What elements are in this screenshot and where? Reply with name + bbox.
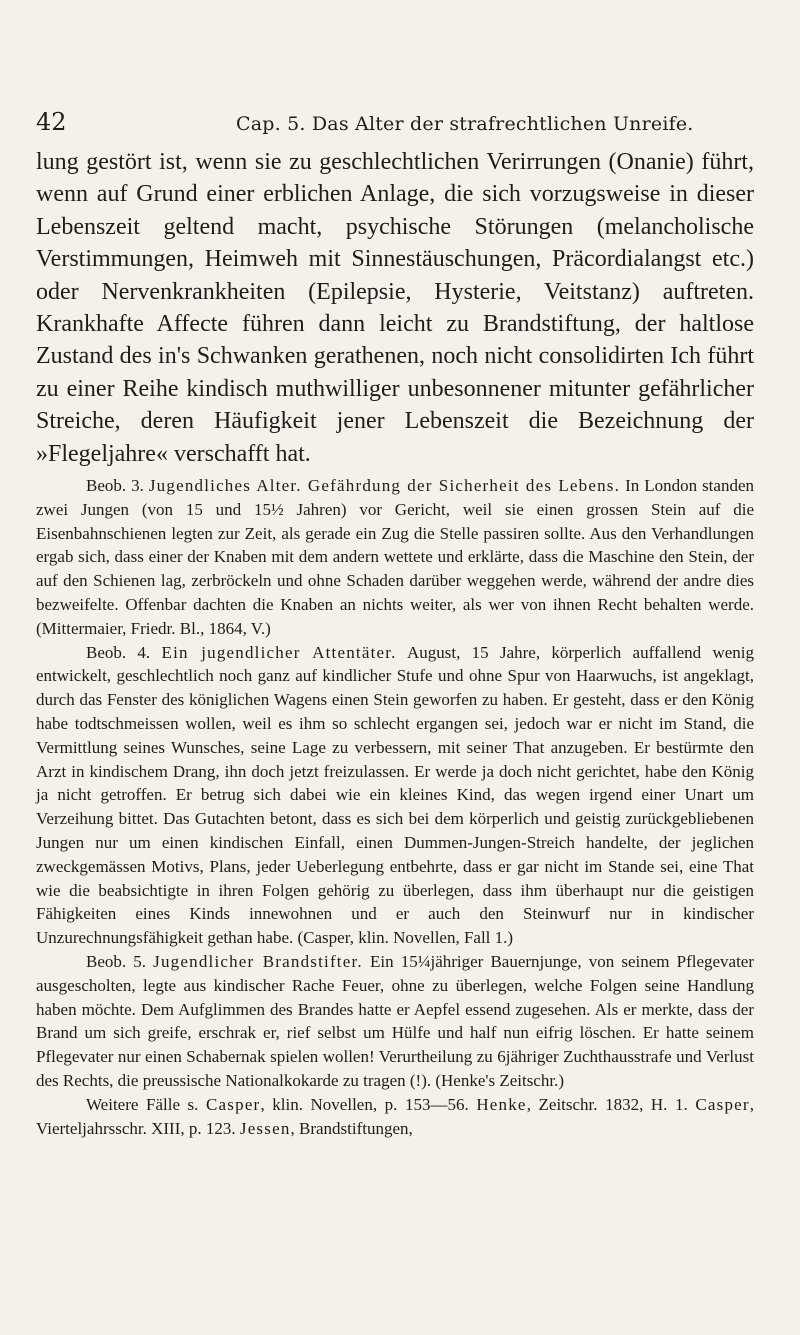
reference-author: Jessen [239,1118,291,1138]
observation-text: In London standen zwei Jungen (von 15 und 15½ Jahren) vor Gericht, weil sie einen grossen Stein auf die Eisenbahnschienen legten zur Zeit, als gerade ein Zug die Stelle passiren sollte. Aus den Verhandlungen ergab sich, dass einer der Knaben mit dem andern wettete und erklärte, dass die Maschine den Stein, der auf den Schienen lag, zerbröckeln und ohne Schaden darüber weggehen werde, während der andre dies bezweifelte. Offenbar dachten die Knaben an nichts weiter, als wer von ihnen Recht behalten werde. (Mittermaier, Friedr. Bl., 1864, V.) [36,476,754,638]
page-header [36,0,754,138]
observation-title: Jugendlicher Brandstifter. [153,952,363,971]
observation-5 [36,950,754,1093]
main-paragraph: lung gestört ist, wenn sie zu geschlechtlichen Verirrungen (Onanie) führt, wenn auf Grund einer erblichen Anlage, die sich vorzugsweise in dieser Lebenszeit geltend macht, psychische Störungen (melancholische Verstimmungen, Heimweh mit Sinnestäuschungen, Präcordialangst etc.) oder Nervenkrankheiten (Epilepsie, Hysterie, Veitstanz) auftreten. Krankhafte Affecte führen dann leicht zu Brandstiftung, der haltlose Zustand des in's Schwanken gerathenen, noch nicht consolidirten Ich führt zu einer Reihe kindisch muthwilliger unbesonnener mitunter gefährlicher Streiche, deren Häufigkeit jener Lebenszeit die Bezeichnung der »Flegeljahre« verschafft hat. [36,149,754,467]
observation-label: Beob. 3. [86,476,144,496]
references-intro: Weitere Fälle s. [86,1094,199,1114]
reference-author: Casper [695,1094,750,1114]
observation-text: Ein 15¼jähriger Bauernjunge, von seinem Pflegevater ausgescholten, legte aus kindischer Rache Feuer, ohne zu überlegen, welche Folgen seine Handlung haben möchte. Dem Aufglimmen des Brandes hatte er Aepfel essend zugesehen. Als er merkte, dass der Brand um sich greife, erschrak er, rief selbst um Hülfe und half nun eifrig löschen. Er hatte seinem Pflegevater nur einen Schabernak spielen wollen! Verurtheilung zu 6jähriger Zuchthausstrafe und Verlust des Rechts, die preussische Nationalkokarde zu tragen (!). (Henke's Zeitschr.) [36,952,755,1090]
page-number: 42 [36,108,67,136]
reference-text: , klin. Novellen, p. 153—56. [260,1094,469,1114]
page-body [36,146,754,1140]
observation-label: Beob. 5. [86,952,147,971]
observation-4 [36,641,754,950]
reference-text: , Brandstiftungen, [290,1118,413,1138]
running-head: Cap. 5. Das Alter der strafrechtlichen Unreife. [236,113,694,135]
reference-text: , Vierteljahrsschr. XIII, p. 123. [36,1094,755,1138]
observation-text: August, 15 Jahre, körperlich auffallend wenig entwickelt, geschlechtlich noch ganz auf kindlicher Stufe und ohne Spur von Haarwuchs, ist angeklagt, durch das Fenster des königlichen Wagens einen Stein geworfen zu haben. Er gesteht, dass er den König habe todtschmeissen wollen, weil es ihm so schlecht ergangen sei, jedoch war er nicht im Stand, die Vermittlung seines Wunsches, seine Lage zu verbessern, mit seiner That anzugeben. Er bestürmte den Arzt in kindischem Drang, ihn doch jetzt freizulassen. Er werde ja doch nicht gerichtet, habe den König ja nicht getroffen. Er betrug sich dabei wie ein kleines Kind, das wegen irgend einer Unart um Verzeihung bittet. Das Gutachten betont, dass es sich bei dem körperlich und geistig zurückgebliebenen Jungen nur um einen kindischen Einfall, einen Dummen-Jungen-Streich handelte, der jeglichen zweckgemässen Motivs, Plans, jeder Ueberlegung entbehrte, dass er gar nicht im Stande sei, eine That wie die beabsichtigte in ihren Folgen gehörig zu überlegen, dass ihm überhaupt nur die geistigen Fähigkeiten eines Kinds innewohnen und er auch den Steinwurf nur in kindischer Unzurechnungsfähigkeit gethan habe. (Casper, klin. Novellen, Fall 1.) [36,642,755,948]
reference-author: Henke [476,1094,527,1114]
reference-text: , Zeitschr. 1832, H. 1. [526,1094,688,1114]
reference-author: Casper [206,1094,261,1114]
observation-label: Beob. 4. [86,642,151,662]
further-references [36,1093,754,1141]
observation-title: Ein jugendlicher Attentäter. [161,642,397,662]
observation-3 [36,474,754,641]
observation-title: Jugendliches Alter. Gefährdung der Sicherheit des Lebens. [148,476,621,496]
